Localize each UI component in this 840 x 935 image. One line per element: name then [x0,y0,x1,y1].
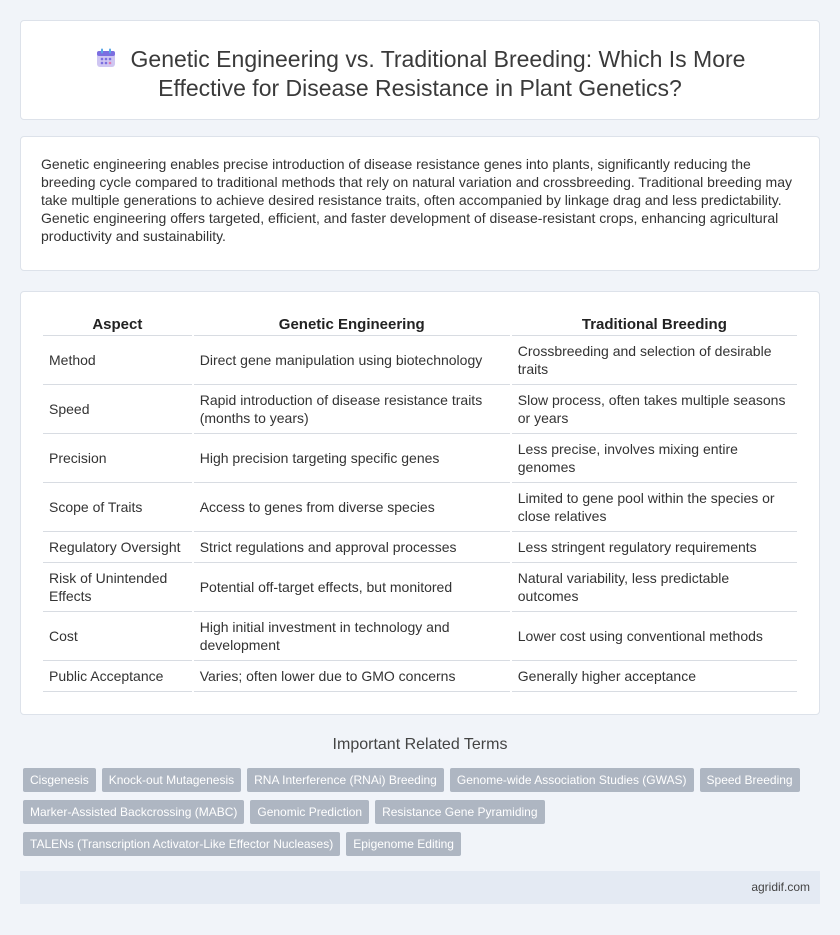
header-traditional-breeding: Traditional Breeding [512,316,797,336]
title-card [20,20,820,120]
term-tag[interactable]: Resistance Gene Pyramiding [375,800,544,824]
row-aspect: Precision [43,434,192,483]
term-tag[interactable]: Knock-out Mutagenesis [102,768,241,792]
table-header-row [43,316,797,336]
row-aspect: Public Acceptance [43,661,192,692]
row-genetic-engineering: Strict regulations and approval processes [194,532,510,563]
table-row [43,434,797,483]
table-row [43,336,797,385]
comparison-table-card [20,291,820,715]
row-traditional-breeding: Natural variability, less predictable outcomes [512,563,797,612]
table-row [43,563,797,612]
header-aspect: Aspect [43,316,192,336]
row-traditional-breeding: Less stringent regulatory requirements [512,532,797,563]
table-row [43,483,797,532]
table-row [43,385,797,434]
term-tag[interactable]: Speed Breeding [700,768,800,792]
term-tag[interactable]: TALENs (Transcription Activator-Like Effector Nucleases) [23,832,340,856]
row-genetic-engineering: Potential off-target effects, but monitored [194,563,510,612]
row-traditional-breeding: Less precise, involves mixing entire genomes [512,434,797,483]
calendar-icon [95,47,117,69]
row-traditional-breeding: Crossbreeding and selection of desirable traits [512,336,797,385]
page-title-block [21,45,819,103]
intro-card [20,136,820,271]
page-title: Genetic Engineering vs. Traditional Breeding: Which Is More Effective for Disease Resistance in Plant Genetics? [130,46,746,101]
term-tag[interactable]: RNA Interference (RNAi) Breeding [247,768,444,792]
row-genetic-engineering: High initial investment in technology and development [194,612,510,661]
table-row [43,661,797,692]
term-tag[interactable]: Genomic Prediction [250,800,369,824]
intro-paragraph: Genetic engineering enables precise introduction of disease resistance genes into plants, significantly reducing the breeding cycle compared to traditional methods that rely on natural variation and crossbreeding. Traditional breeding may take multiple generations to achieve desired resistance traits, often accompanied by linkage drag and less predictability. Genetic engineering offers targeted, efficient, and faster development of disease-resistant crops, enhancing agricultural productivity and sustainability. [41,156,792,244]
row-traditional-breeding: Lower cost using conventional methods [512,612,797,661]
row-genetic-engineering: Access to genes from diverse species [194,483,510,532]
header-genetic-engineering: Genetic Engineering [194,316,510,336]
comparison-table [41,316,799,692]
row-aspect: Scope of Traits [43,483,192,532]
row-aspect: Cost [43,612,192,661]
row-genetic-engineering: Varies; often lower due to GMO concerns [194,661,510,692]
table-row [43,532,797,563]
table-row [43,612,797,661]
row-genetic-engineering: Rapid introduction of disease resistance traits (months to years) [194,385,510,434]
footer-site-link[interactable]: agridif.com [751,880,810,894]
row-aspect: Risk of Unintended Effects [43,563,192,612]
term-tag[interactable]: Marker-Assisted Backcrossing (MABC) [23,800,244,824]
row-traditional-breeding: Generally higher acceptance [512,661,797,692]
term-tag[interactable]: Epigenome Editing [346,832,461,856]
row-genetic-engineering: Direct gene manipulation using biotechnology [194,336,510,385]
footer-bar [20,871,820,904]
related-terms-list [23,768,813,856]
term-tag[interactable]: Cisgenesis [23,768,96,792]
related-terms-heading: Important Related Terms [332,736,508,753]
row-genetic-engineering: High precision targeting specific genes [194,434,510,483]
row-aspect: Method [43,336,192,385]
term-tag[interactable]: Genome-wide Association Studies (GWAS) [450,768,694,792]
row-aspect: Speed [43,385,192,434]
row-aspect: Regulatory Oversight [43,532,192,563]
row-traditional-breeding: Slow process, often takes multiple seasons or years [512,385,797,434]
row-traditional-breeding: Limited to gene pool within the species or close relatives [512,483,797,532]
